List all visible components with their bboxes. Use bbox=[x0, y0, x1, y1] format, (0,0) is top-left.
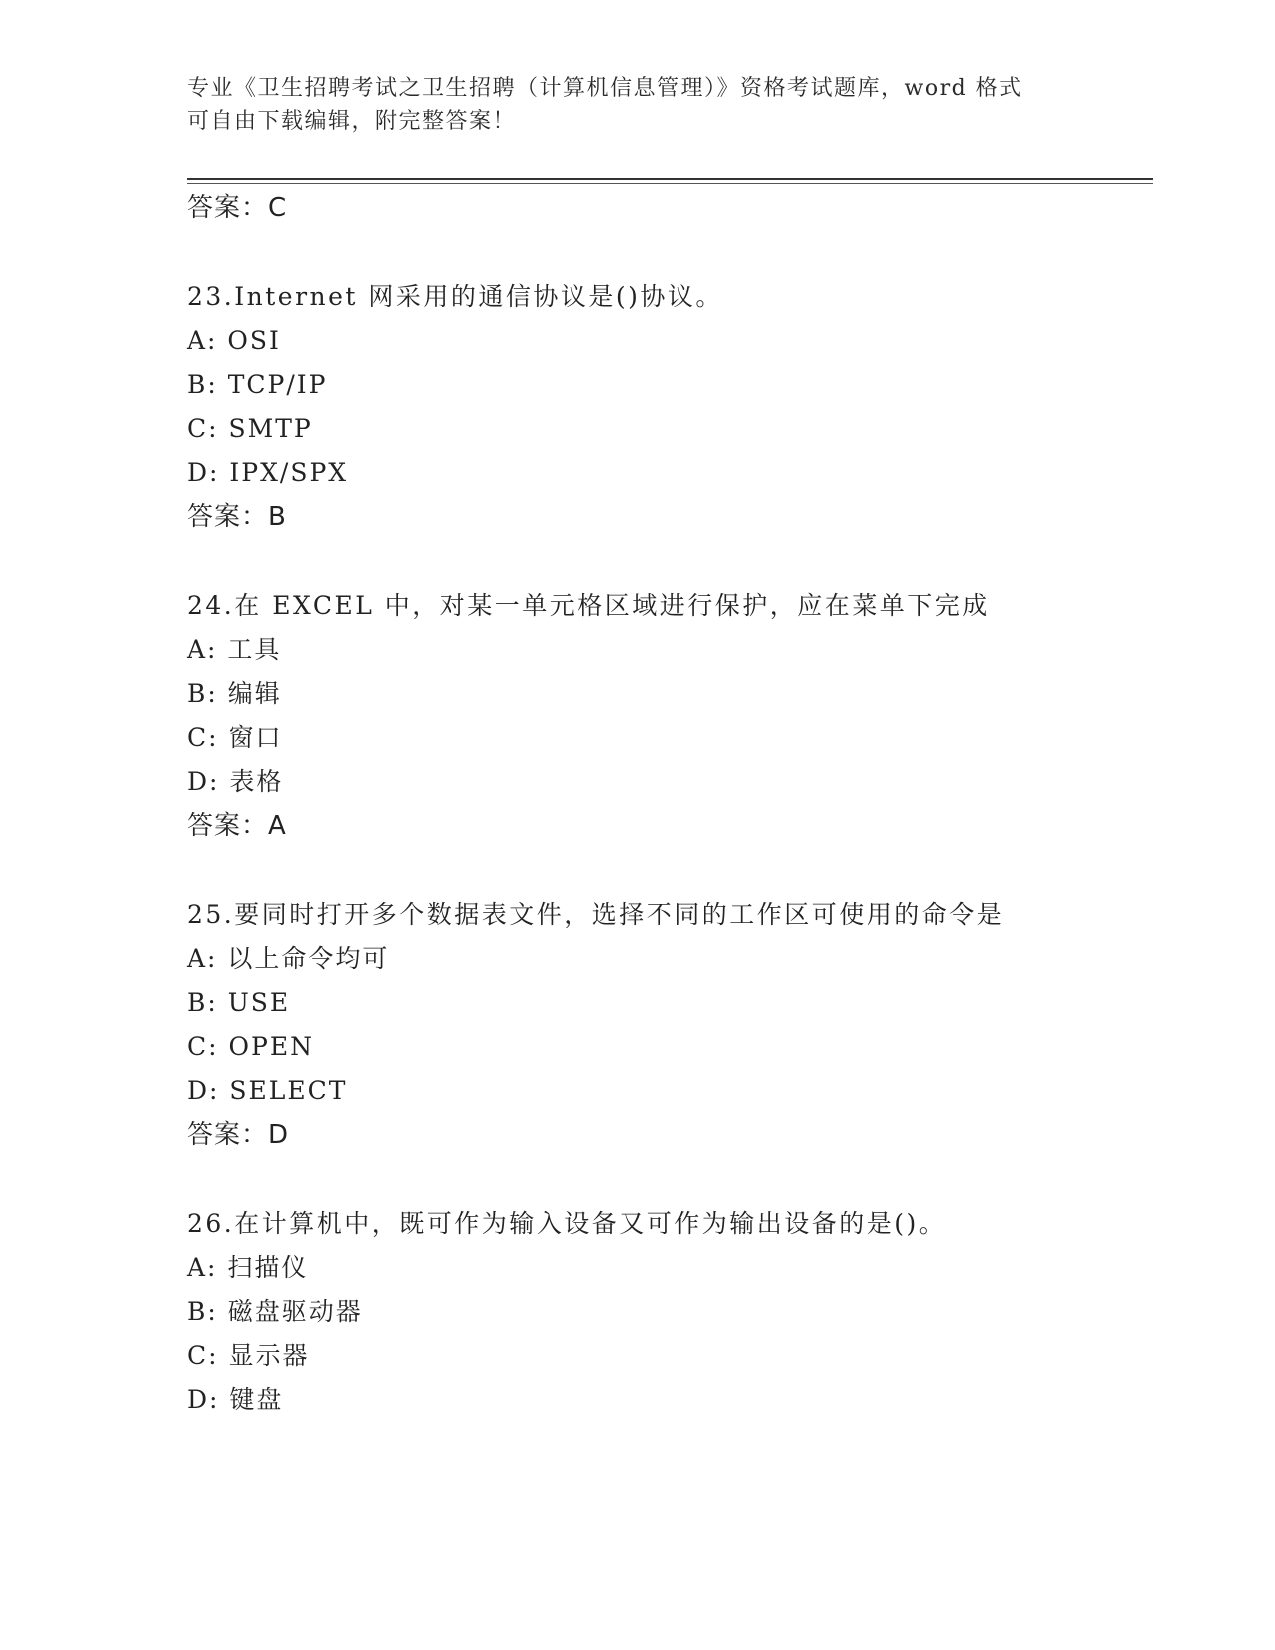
question-25-option-b: B: USE bbox=[187, 988, 291, 1017]
header-divider-thin bbox=[187, 183, 1153, 184]
question-24-option-b: B: 编辑 bbox=[187, 679, 282, 708]
question-24-option-d: D: 表格 bbox=[187, 767, 284, 796]
question-24-option-a: A: 工具 bbox=[187, 635, 282, 664]
question-25-answer: 答案：D bbox=[187, 1120, 290, 1150]
header-line-1: 专业《卫生招聘考试之卫生招聘（计算机信息管理）》资格考试题库，word 格式 bbox=[187, 76, 1023, 101]
document-header bbox=[187, 72, 1067, 138]
question-25: 25.要同时打开多个数据表文件，选择不同的工作区可使用的命令是 bbox=[187, 900, 1005, 929]
question-23-option-d: D: IPX/SPX bbox=[187, 458, 349, 487]
question-26: 26.在计算机中，既可作为输入设备又可作为输出设备的是()。 bbox=[187, 1209, 947, 1238]
header-divider-thick bbox=[187, 178, 1153, 180]
question-25-option-a: A: 以上命令均可 bbox=[187, 944, 390, 973]
question-23-option-a: A: OSI bbox=[187, 326, 281, 355]
question-25-option-d: D: SELECT bbox=[187, 1076, 348, 1105]
question-26-option-c: C: 显示器 bbox=[187, 1341, 310, 1370]
question-24: 24.在 EXCEL 中，对某一单元格区域进行保护，应在菜单下完成 bbox=[187, 591, 990, 620]
header-line-2: 可自由下载编辑，附完整答案！ bbox=[187, 109, 517, 134]
question-23-option-c: C: SMTP bbox=[187, 414, 313, 443]
previous-answer: 答案：C bbox=[187, 193, 288, 223]
question-26-option-a: A: 扫描仪 bbox=[187, 1253, 309, 1282]
question-23-answer: 答案：B bbox=[187, 502, 287, 532]
question-23: 23.Internet 网采用的通信协议是()协议。 bbox=[187, 282, 723, 311]
question-24-option-c: C: 窗口 bbox=[187, 723, 283, 752]
question-24-answer: 答案：A bbox=[187, 811, 287, 841]
question-26-option-d: D: 键盘 bbox=[187, 1385, 284, 1414]
question-25-option-c: C: OPEN bbox=[187, 1032, 314, 1061]
question-23-option-b: B: TCP/IP bbox=[187, 370, 328, 399]
question-26-option-b: B: 磁盘驱动器 bbox=[187, 1297, 363, 1326]
